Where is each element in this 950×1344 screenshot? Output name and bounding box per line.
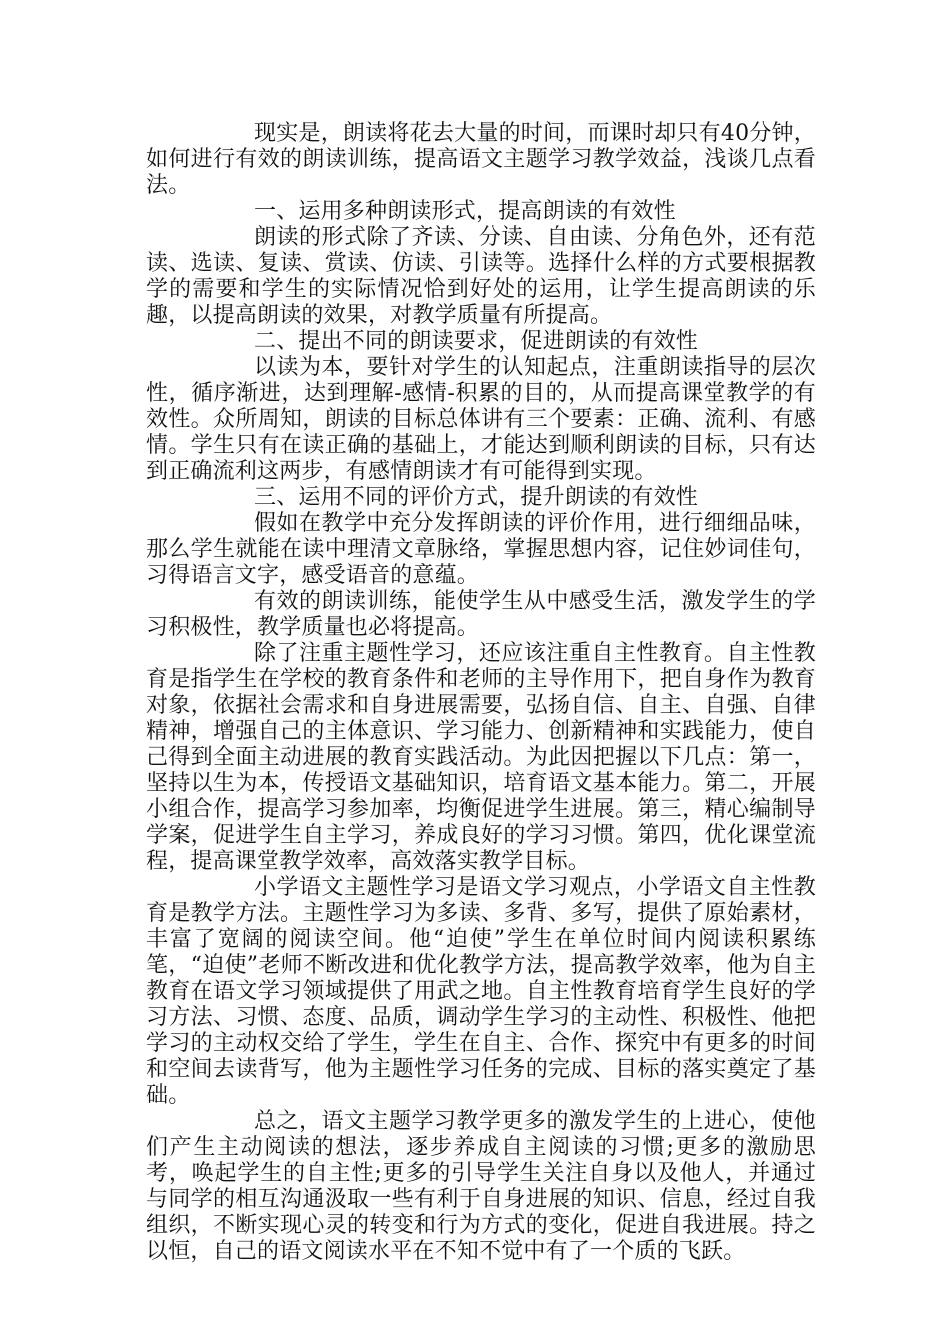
section-heading-1: 一、运用多种朗读形式，提高朗读的有效性 (254, 199, 676, 224)
paragraph-conclusion: 总之，语文主题学习教学更多的激发学生的上进心，使他们产生主动阅读的想法，逐步养成自主阅读的习惯;更多的激励思考，唤起学生的自主性;更多的引导学生关注自身以及他人，并通过与同学的相互沟通汲取一些有利于自身进展的知识、信息，经过自我组织，不断实现心灵的转变和行为方式的变化，促进自我进展。持之以恒，自己的语文阅读水平在不知不觉中有了一个质的飞跃。 (146, 1109, 816, 1264)
document-page (146, 121, 816, 1265)
section-heading-3: 三、运用不同的评价方式，提升朗读的有效性 (254, 485, 699, 510)
paragraph-theme-learning: 小学语文主题性学习是语文学习观点，小学语文自主性教育是教学方法。主题性学习为多读、多背、多写，提供了原始素材，丰富了宽阔的阅读空间。他“迫使”学生在单位时间内阅读积累练笔，“迫使”老师不断改进和优化教学方法，提高教学效率，他为自主教育在语文学习领域提供了用武之地。自主性教育培育学生良好的学习方法、习惯、态度、品质，调动学生学习的主动性、积极性、他把学习的主动权交给了学生，学生在自主、合作、探究中有更多的时间和空间去读背写，他为主题性学习任务的完成、目标的落实奠定了基础。 (146, 875, 816, 1108)
paragraph-evaluation: 假如在教学中充分发挥朗读的评价作用，进行细细品味，那么学生就能在读中理清文章脉络，掌握思想内容，记住妙词佳句，习得语言文字，感受语音的意蕴。 (146, 511, 816, 588)
paragraph-intro: 现实是，朗读将花去大量的时间，而课时却只有40分钟，如何进行有效的朗读训练，提高语文主题学习教学效益，浅谈几点看法。 (146, 121, 816, 198)
paragraph-reading-requirements: 以读为本，要针对学生的认知起点，注重朗读指导的层次性，循序渐进，达到理解-感情-积累的目的，从而提高课堂教学的有效性。众所周知，朗读的目标总体讲有三个要素：正确、流利、有感情。学生只有在读正确的基础上，才能达到顺利朗读的目标，只有达到正确流利这两步，有感情朗读才有可能得到实现。 (146, 355, 816, 484)
paragraph-autonomous-education: 除了注重主题性学习，还应该注重自主性教育。自主性教育是指学生在学校的教育条件和老师的主导作用下，把自身作为教育对象，依据社会需求和自身进展需要，弘扬自信、自主、自强、自律精神，增强自己的主体意识、学习能力、创新精神和实践能力，使自己得到全面主动进展的教育实践活动。为此因把握以下几点：第一，坚持以生为本，传授语文基础知识，培育语文基本能力。第二，开展小组合作，提高学习参加率，均衡促进学生进展。第三，精心编制导学案，促进学生自主学习，养成良好的学习习惯。第四，优化课堂流程，提高课堂教学效率，高效落实教学目标。 (146, 641, 816, 874)
paragraph-reading-forms: 朗读的形式除了齐读、分读、自由读、分角色外，还有范读、选读、复读、赏读、仿读、引读等。选择什么样的方式要根据教学的需要和学生的实际情况恰到好处的运用，让学生提高朗读的乐趣，以提高朗读的效果，对教学质量有所提高。 (146, 225, 816, 328)
section-heading-2: 二、提出不同的朗读要求，促进朗读的有效性 (254, 329, 699, 354)
paragraph-effective-training: 有效的朗读训练，能使学生从中感受生活，激发学生的学习积极性，教学质量也必将提高。 (146, 589, 816, 640)
